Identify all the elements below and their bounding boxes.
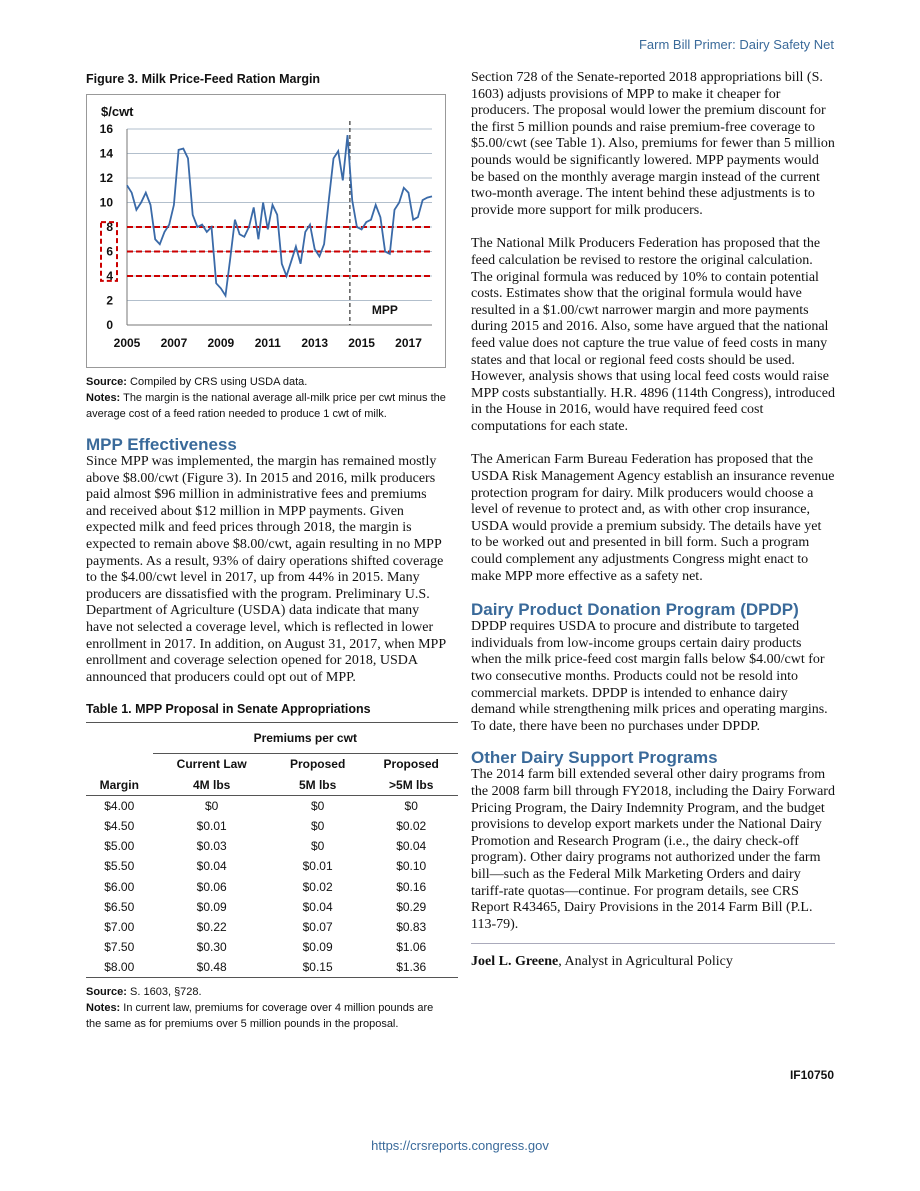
table-cell: $0.01 bbox=[196, 818, 227, 833]
y-tick-label: 16 bbox=[99, 122, 113, 136]
table-cell: $0.01 bbox=[302, 859, 333, 874]
table-cell: $0.48 bbox=[196, 960, 227, 975]
y-tick-label: 0 bbox=[106, 318, 113, 332]
heading-dpdp: Dairy Product Donation Program (DPDP) bbox=[471, 600, 799, 620]
table-cell: $0.07 bbox=[302, 919, 333, 934]
paragraph-senate-proposal: Section 728 of the Senate-reported 2018 appropriations bill (S. 1603) adjusts provisions of MPP to make it cheaper for producers. The proposal would lower the premium discount for the first 5 million pounds and raise premium-free coverage to $5.00/cwt (see Table 1). Also, premiums for fewer than 5 million pounds would be significantly lowered. MPP payments would be based on the monthly average margin instead of the current two-month average. The intent behind these adjustments is to provide more support for milk producers. bbox=[471, 70, 835, 218]
x-tick-label: 2017 bbox=[395, 336, 422, 350]
x-tick-label: 2015 bbox=[348, 336, 375, 350]
table-row bbox=[86, 876, 458, 896]
table-row bbox=[86, 897, 458, 917]
x-tick-label: 2009 bbox=[207, 336, 235, 350]
table-cell: $0.29 bbox=[396, 899, 427, 914]
table-header-3: Proposed bbox=[383, 757, 439, 772]
author-role: , Analyst in Agricultural Policy bbox=[558, 954, 733, 970]
mpp-premium-table bbox=[86, 722, 458, 978]
heading-other-programs: Other Dairy Support Programs bbox=[471, 748, 718, 768]
table-header-2: Proposed bbox=[289, 757, 346, 772]
table-row bbox=[86, 795, 458, 816]
table-header-1: Current Law bbox=[176, 757, 247, 772]
table-cell: $5.50 bbox=[104, 859, 135, 874]
right-column bbox=[471, 70, 835, 970]
author-line bbox=[471, 943, 835, 970]
table-cell: $0.02 bbox=[396, 818, 427, 833]
author-name: Joel L. Greene bbox=[471, 954, 559, 970]
table-cell: $0.02 bbox=[302, 879, 333, 894]
table-cell: $0 bbox=[310, 798, 325, 813]
table-cell: $5.00 bbox=[104, 839, 135, 854]
x-tick-label: 2011 bbox=[254, 336, 281, 350]
paragraph-other-programs: The 2014 farm bill extended several other dairy programs from the 2008 farm bill through FY2018, including the Dairy Forward Pricing Program, the Dairy Indemnity Program, and the budget provisions to develop export markets under the National Dairy Promotion and Research Program (i.e., the dairy check-off program). Other dairy programs not authorized under the farm bill—such as the Federal Milk Marketing Orders and dairy tariff-rate quotas—continue. For program details, see CRS Report R43465, Dairy Provisions in the 2014 Farm Bill (P.L. 113-79). bbox=[471, 767, 835, 932]
figure-source: Source: Compiled by CRS using USDA data. bbox=[86, 376, 308, 388]
table-cell: $0.04 bbox=[196, 859, 227, 874]
x-tick-label: 2013 bbox=[301, 336, 329, 350]
table-row bbox=[86, 937, 458, 957]
table-row bbox=[86, 816, 458, 836]
y-tick-label: 12 bbox=[99, 171, 113, 185]
y-tick-label: 6 bbox=[106, 244, 113, 259]
y-tick-label: 2 bbox=[106, 293, 113, 308]
y-tick-label: 4 bbox=[106, 269, 113, 283]
table-subheader-3: >5M lbs bbox=[389, 777, 434, 792]
table-cell: $6.50 bbox=[104, 899, 135, 914]
table-title: Table 1. MPP Proposal in Senate Appropriations bbox=[86, 702, 371, 717]
y-tick-label: 8 bbox=[106, 220, 113, 234]
mpp-label: MPP bbox=[371, 302, 398, 317]
table-cell: $0 bbox=[205, 798, 219, 813]
report-id: IF10750 bbox=[789, 1068, 834, 1082]
table-cell: $0 bbox=[310, 818, 325, 833]
mpp-effectiveness-text: Since MPP was implemented, the margin has remained mostly above $8.00/cwt (Figure 3). In 2015 and 2016, milk producers paid almost $96 million in administrative fees and premiums and received about $12 million in MPP payments. Given expected milk and feed prices through 2018, the margin is expected to remain above $8.00/cwt, again resulting in no MPP payments. As a result, 93% of dairy operations shifted coverage to the $4.00/cwt level in 2017, up from 44% in 2015. Many producers are dissatisfied with the program. Preliminary U.S. Department of Agriculture (USDA) data indicate that many have not selected a coverage level, which is reflected in lower enrollment in 2017. In addition, on August 31, 2017, when MPP enrollment and coverage selection opened for 2018, USDA announced that producers could opt out of MPP. bbox=[86, 454, 446, 685]
table-cell: $0.83 bbox=[396, 919, 427, 934]
table-subheader-1: 4M lbs bbox=[193, 777, 231, 792]
margin-chart-svg bbox=[87, 95, 445, 367]
y-tick-label: 10 bbox=[99, 195, 113, 210]
group-header: Premiums per cwt bbox=[153, 723, 459, 754]
table-subheader-2: 5M lbs bbox=[298, 777, 337, 792]
table-cell: $0.09 bbox=[196, 899, 227, 914]
table-row bbox=[86, 856, 458, 876]
table-cell: $1.06 bbox=[396, 940, 427, 955]
x-tick-label: 2005 bbox=[113, 336, 141, 350]
margin-series-line bbox=[127, 135, 432, 296]
table-cell: $4.00 bbox=[104, 798, 135, 813]
heading-mpp-effectiveness: MPP Effectiveness bbox=[86, 435, 237, 454]
table-cell: $0.22 bbox=[196, 919, 227, 934]
table-cell: $0.04 bbox=[396, 839, 427, 854]
table-header-0 bbox=[86, 754, 153, 775]
table-cell: $4.50 bbox=[104, 818, 135, 833]
margin-chart bbox=[86, 94, 446, 368]
table-cell: $0.15 bbox=[302, 960, 333, 975]
table-cell: $0 bbox=[404, 798, 418, 813]
left-column bbox=[86, 70, 446, 1032]
table-cell: $8.00 bbox=[104, 960, 135, 975]
running-header: Farm Bill Primer: Dairy Safety Net bbox=[638, 37, 834, 52]
y-tick-label: 14 bbox=[99, 146, 113, 161]
table-cell: $0.09 bbox=[302, 940, 333, 955]
table-row bbox=[86, 917, 458, 937]
table-cell: $7.00 bbox=[104, 919, 135, 934]
table-cell: $0.03 bbox=[196, 839, 227, 854]
table-source: Source: S. 1603, §728. bbox=[86, 986, 202, 999]
table-cell: $0.16 bbox=[396, 879, 427, 894]
table-cell: $0.06 bbox=[196, 879, 227, 894]
table-notes: Notes: In current law, premiums for coverage over 4 million pounds are the same as for premiums over 5 million pounds in the proposal. bbox=[86, 1002, 434, 1031]
table-cell: $0.04 bbox=[302, 899, 333, 914]
table-cell: $7.50 bbox=[104, 940, 135, 955]
paragraph-nmpf: The National Milk Producers Federation has proposed that the feed calculation be revised to restore the original calculation. The original formula was reduced by 10% to contain potential costs. Estimates show that the original formula would have resulted in a $1.00/cwt narrower margin and more payments during 2015 and 2016. Also, some have argued that the national feed value does not capture the true value of feed costs in many states and that local or regional feed costs should be used. However, analysis shows that using local feed costs would raise MPP costs substantially. H.R. 4896 (114th Congress), introduced in the House in 2016, would have required feed cost computations for each state. bbox=[471, 236, 835, 434]
table-cell: $6.00 bbox=[104, 879, 135, 894]
paragraph-dpdp: DPDP requires USDA to procure and distribute to targeted individuals from low-income groups certain dairy products when the milk price-feed cost margin falls below $4.00/cwt for two consecutive months. Products could not be resold into commercial markets. DPDP is intended to enhance dairy demand while strengthening milk prices and operating margins. To date, there have been no purchases under DPDP. bbox=[471, 619, 828, 734]
x-tick-label: 2007 bbox=[160, 336, 188, 350]
paragraph-afbf: The American Farm Bureau Federation has proposed that the USDA Risk Management Agency establish an insurance revenue protection program for dairy. Milk producers would choose a level of revenue to protect and, as with other crop insurance, USDA would provide a premium subsidy. The details have yet to be worked out and presented in bill form. Such a program could complement any adjustments Congress might enact to make MPP more effective as a safety net. bbox=[471, 452, 835, 584]
footer-url[interactable]: https://crsreports.congress.gov bbox=[371, 1138, 549, 1153]
table-subheader-0: Margin bbox=[99, 777, 139, 792]
figure-title: Figure 3. Milk Price-Feed Ration Margin bbox=[86, 72, 321, 86]
table-cell: $0 bbox=[310, 839, 325, 854]
table-row bbox=[86, 957, 458, 978]
table-row bbox=[86, 836, 458, 856]
figure-notes: Notes: The margin is the national average all-milk price per cwt minus the average cost of a feed ration needed to produce 1 cwt of milk. bbox=[86, 392, 446, 420]
table-cell: $0.30 bbox=[196, 940, 227, 955]
table-cell: $0.10 bbox=[396, 859, 427, 874]
table-cell: $1.36 bbox=[396, 960, 427, 975]
y-axis-label: $/cwt bbox=[101, 104, 134, 119]
